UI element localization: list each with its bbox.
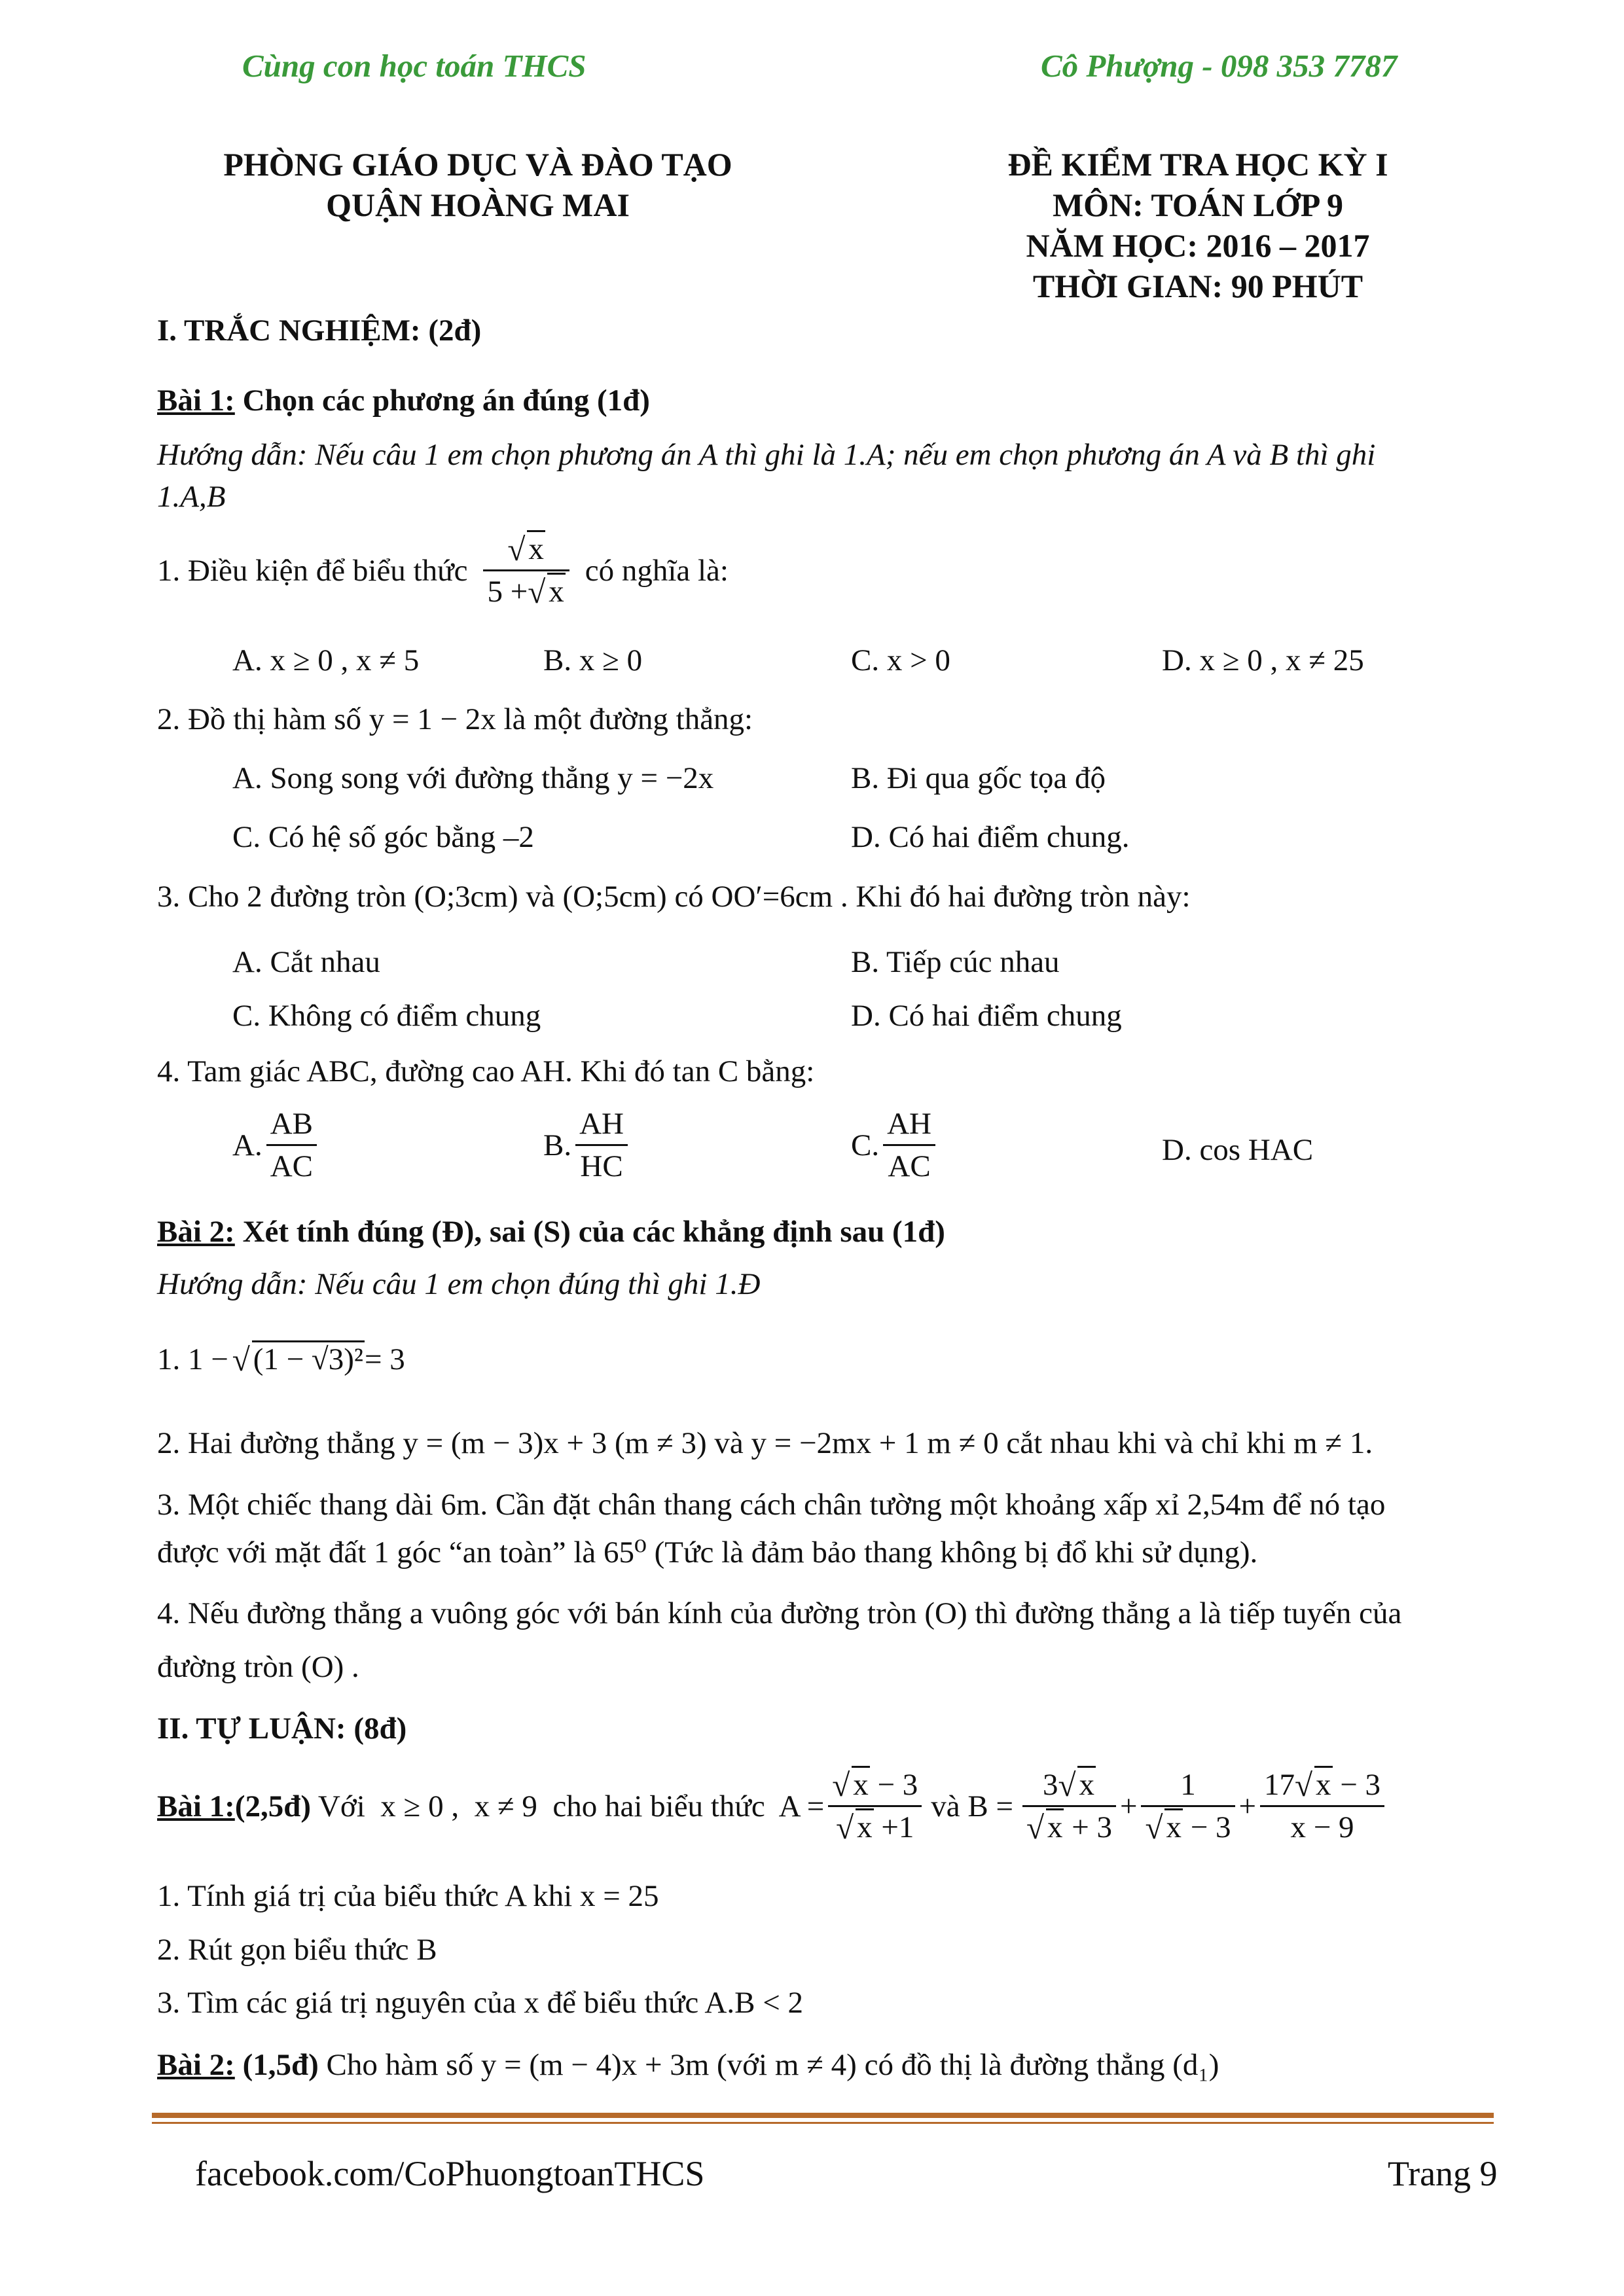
title-right bbox=[884, 145, 1512, 305]
bai1-title bbox=[157, 383, 650, 418]
footer-rule-thick bbox=[152, 2113, 1494, 2118]
q1-option-d: D. x ≥ 0 , x ≠ 25 bbox=[1162, 643, 1364, 677]
expr-B1 bbox=[1022, 1767, 1116, 1845]
q4-b-num: AH bbox=[579, 1107, 624, 1141]
part1-heading: I. TRẮC NGHIỆM: (2đ) bbox=[157, 314, 482, 348]
p2-bai2-row bbox=[157, 2047, 1219, 2083]
p2-bai1-q2: 2. Rút gọn biểu thức B bbox=[157, 1933, 437, 1967]
p2-bai2-points: (1,5đ) bbox=[234, 2048, 319, 2082]
footer-right: Trang 9 bbox=[1388, 2154, 1498, 2193]
header-left: Cùng con học toán THCS bbox=[242, 48, 586, 84]
B2-num: 1 bbox=[1180, 1768, 1196, 1802]
q2-text: 2. Đồ thị hàm số y = 1 − 2x là một đường thẳng: bbox=[157, 702, 753, 736]
q3-option-a: A. Cắt nhau bbox=[232, 945, 380, 979]
q1-den-rad: x bbox=[547, 573, 566, 609]
B2-den-post: − 3 bbox=[1182, 1810, 1231, 1844]
part2-heading: II. TỰ LUẬN: (8đ) bbox=[157, 1712, 407, 1746]
p2-bai2-label: Bài 2: bbox=[157, 2048, 235, 2082]
title-left-line2: QUẬN HOÀNG MAI bbox=[326, 187, 630, 223]
p2-bai1-q1: 1. Tính giá trị của biểu thức A khi x = 25 bbox=[157, 1879, 659, 1913]
p2-bai2-text: Cho hàm số y = (m − 4)x + 3m (với m ≠ 4) có đồ thị là đường thẳng (d₁) bbox=[318, 2048, 1219, 2082]
footer-rule-thin bbox=[152, 2122, 1494, 2124]
and-B: và B = bbox=[931, 1789, 1013, 1823]
q4-option-a bbox=[232, 1106, 321, 1184]
q4-option-c bbox=[851, 1106, 939, 1184]
statement-3-line1: 3. Một chiếc thang dài 6m. Cần đặt chân thang cách chân tường một khoảng xấp xỉ 2,54m để nó tạo bbox=[157, 1488, 1386, 1522]
p2-bai1-label: Bài 1: bbox=[157, 1789, 235, 1823]
header-right: Cô Phượng - 098 353 7787 bbox=[1041, 48, 1398, 84]
statement-1 bbox=[157, 1342, 405, 1377]
q4-option-d: D. cos HAC bbox=[1162, 1133, 1314, 1167]
q4-c-num: AH bbox=[887, 1107, 931, 1141]
B1-den-rad: x bbox=[1046, 1808, 1064, 1844]
title-right-line4: THỜI GIAN: 90 PHÚT bbox=[1032, 268, 1363, 304]
q1-num-sqrt bbox=[507, 531, 545, 567]
expr-B3 bbox=[1260, 1767, 1384, 1845]
bai2-guide: Hướng dẫn: Nếu câu 1 em chọn đúng thì ghi 1.Đ bbox=[157, 1267, 761, 1301]
expr-A bbox=[828, 1767, 922, 1845]
s1-pre: 1. 1 − bbox=[157, 1342, 228, 1376]
s1-post: = 3 bbox=[364, 1342, 405, 1376]
q1-post: có nghĩa là: bbox=[585, 553, 729, 588]
title-right-line3: NĂM HỌC: 2016 – 2017 bbox=[1026, 227, 1370, 264]
title-left bbox=[157, 145, 799, 224]
q2-option-c: C. Có hệ số góc bằng –2 bbox=[232, 820, 534, 854]
q4-a-label: A. bbox=[232, 1128, 262, 1162]
q4-b-label: B. bbox=[543, 1128, 572, 1162]
expr-B2 bbox=[1141, 1767, 1235, 1845]
q2-option-a: A. Song song với đường thẳng y = −2x bbox=[232, 761, 714, 795]
q4-a-num: AB bbox=[270, 1107, 313, 1141]
p2-bai1-intro: Với x ≥ 0 , x ≠ 9 cho hai biểu thức A = bbox=[311, 1789, 825, 1823]
q3-option-d: D. Có hai điểm chung bbox=[851, 999, 1122, 1033]
statement-2: 2. Hai đường thẳng y = (m − 3)x + 3 (m ≠ 3) và y = −2mx + 1 m ≠ 0 cắt nhau khi và chỉ khi m ≠ 1. bbox=[157, 1426, 1373, 1460]
q3-text: 3. Cho 2 đường tròn (O;3cm) và (O;5cm) có OO′=6cm . Khi đó hai đường tròn này: bbox=[157, 880, 1191, 914]
q1-option-c: C. x > 0 bbox=[851, 643, 950, 677]
p2-bai1-row bbox=[157, 1767, 1388, 1845]
bai2-heading: Xét tính đúng (Đ), sai (S) của các khẳng định sau (1đ) bbox=[234, 1215, 945, 1249]
q1-den-sqrt bbox=[528, 574, 566, 609]
q1-fraction bbox=[483, 531, 569, 609]
p2-bai1-q3: 3. Tìm các giá trị nguyên của x để biểu thức A.B < 2 bbox=[157, 1986, 803, 2020]
q4-text: 4. Tam giác ABC, đường cao AH. Khi đó tan C bằng: bbox=[157, 1054, 815, 1088]
title-right-line1: ĐỀ KIỂM TRA HỌC KỲ I bbox=[1007, 146, 1388, 183]
statement-4-line2: đường tròn (O) . bbox=[157, 1650, 359, 1684]
plus-1: + bbox=[1119, 1789, 1138, 1823]
q3-option-b: B. Tiếp cúc nhau bbox=[851, 945, 1060, 979]
B3-num-rad: x bbox=[1314, 1766, 1333, 1802]
A-num-post: − 3 bbox=[869, 1768, 918, 1802]
A-num-rad: x bbox=[852, 1766, 870, 1802]
title-left-line1: PHÒNG GIÁO DỤC VÀ ĐÀO TẠO bbox=[223, 146, 732, 183]
s1-rad: (1 − √3)² bbox=[252, 1340, 365, 1376]
q4-b-den: HC bbox=[575, 1144, 628, 1184]
B3-num-pre: 17 bbox=[1264, 1768, 1295, 1802]
q4-a-den: AC bbox=[266, 1144, 317, 1184]
bai2-title bbox=[157, 1214, 945, 1249]
title-right-line2: MÔN: TOÁN LỚP 9 bbox=[1052, 187, 1344, 223]
B3-den: x − 9 bbox=[1260, 1805, 1384, 1845]
statement-3-line2: được với mặt đất 1 góc “an toàn” là 65⁰ (Tức là đảm bảo thang không bị đổ khi sử dụng). bbox=[157, 1535, 1258, 1570]
B2-den-rad: x bbox=[1164, 1808, 1183, 1844]
q1-pre: 1. Điều kiện để biểu thức bbox=[157, 553, 468, 588]
s1-sqrt bbox=[232, 1342, 365, 1377]
q2-option-b: B. Đi qua gốc tọa độ bbox=[851, 761, 1106, 795]
bai2-label: Bài 2: bbox=[157, 1215, 235, 1249]
B1-num-rad: x bbox=[1077, 1766, 1096, 1802]
bai1-label: Bài 1: bbox=[157, 384, 235, 418]
q4-option-b bbox=[543, 1106, 632, 1184]
q4-c-den: AC bbox=[883, 1144, 935, 1184]
q1-num: x bbox=[527, 530, 545, 566]
B1-num-pre: 3 bbox=[1042, 1768, 1058, 1802]
bai1-guide-line1: Hướng dẫn: Nếu câu 1 em chọn phương án A thì ghi là 1.A; nếu em chọn phương án A và B thì ghi bbox=[157, 438, 1376, 472]
A-den-post: +1 bbox=[873, 1810, 914, 1844]
q1-option-a: A. x ≥ 0 , x ≠ 5 bbox=[232, 643, 420, 677]
statement-4-line1: 4. Nếu đường thẳng a vuông góc với bán kính của đường tròn (O) thì đường thẳng a là tiếp tuyến của bbox=[157, 1596, 1402, 1630]
bai1-guide-line2: 1.A,B bbox=[157, 480, 226, 514]
q1-row bbox=[157, 531, 729, 609]
q4-c-label: C. bbox=[851, 1128, 880, 1162]
B1-den-post: + 3 bbox=[1064, 1810, 1112, 1844]
plus-2: + bbox=[1238, 1789, 1257, 1823]
q2-option-d: D. Có hai điểm chung. bbox=[851, 820, 1130, 854]
A-den-rad: x bbox=[856, 1808, 874, 1844]
q3-option-c: C. Không có điểm chung bbox=[232, 999, 541, 1033]
footer-left: facebook.com/CoPhuongtoanTHCS bbox=[195, 2154, 705, 2193]
p2-bai1-points: (2,5đ) bbox=[234, 1789, 312, 1823]
q1-den-pre: 5 + bbox=[487, 575, 528, 609]
q1-option-b: B. x ≥ 0 bbox=[543, 643, 643, 677]
bai1-heading: Chọn các phương án đúng (1đ) bbox=[234, 384, 650, 418]
B3-num-post: − 3 bbox=[1332, 1768, 1381, 1802]
